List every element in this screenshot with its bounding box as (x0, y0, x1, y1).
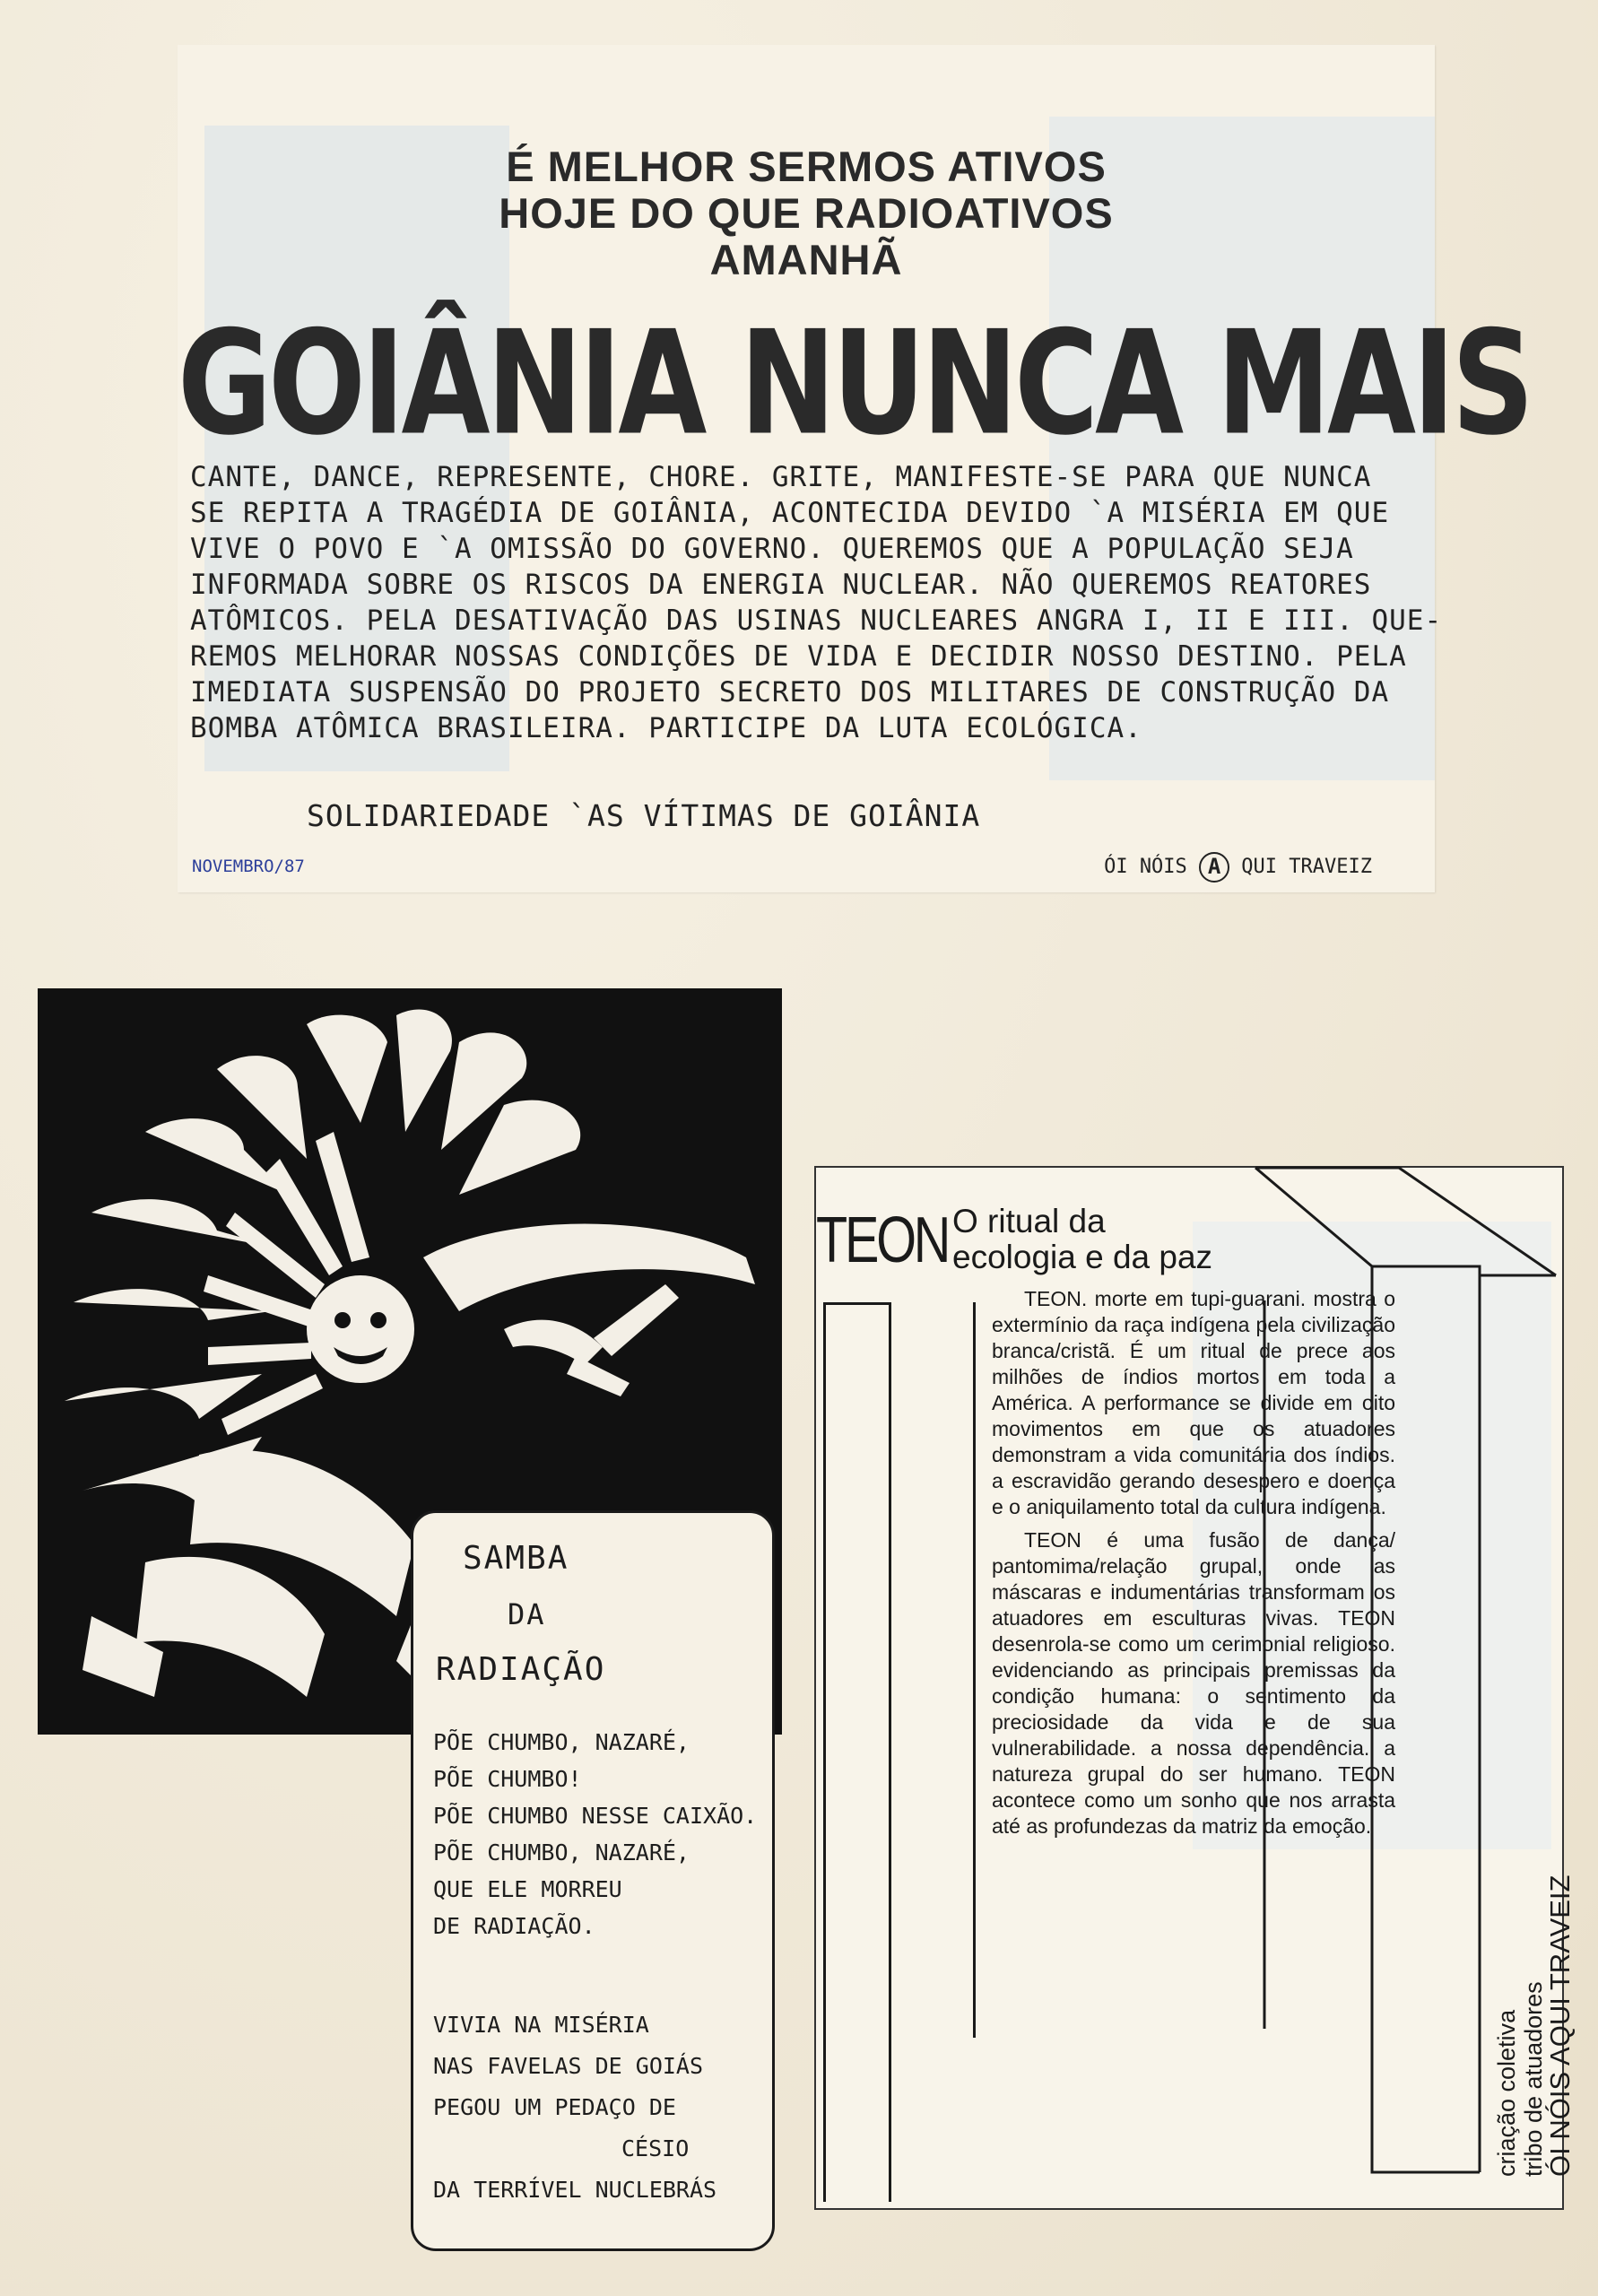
manifesto-text (190, 459, 1443, 746)
lyric-line: QUE ELE MORREU (433, 1876, 622, 1902)
lyric-line: PÕE CHUMBO, NAZARÉ, (433, 1839, 690, 1866)
headline-line: É MELHOR SERMOS ATIVOS (506, 143, 1107, 190)
headline-kicker (178, 144, 1435, 283)
lyric-line: PÕE CHUMBO, NAZARÉ, (433, 1729, 690, 1755)
teon-clipping (814, 1166, 1576, 2210)
manifesto-line: SE REPITA A TRAGÉDIA DE GOIÂNIA, ACONTECIDA DEVIDO `A MISÉRIA EM QUE (190, 497, 1390, 529)
samba-title (413, 1531, 772, 1698)
frame-line (973, 1302, 976, 2038)
teon-subtitle-line: ecologia e da paz (952, 1239, 1213, 1275)
solidarity-line: SOLIDARIEDADE `AS VÍTIMAS DE GOIÂNIA (307, 798, 981, 833)
samba-verse-1 (433, 1724, 757, 1944)
manifesto-line: INFORMADA SOBRE OS RISCOS DA ENERGIA NUCLEAR. NÃO QUEREMOS REATORES (190, 569, 1372, 601)
manifesto-line: REMOS MELHORAR NOSSAS CONDIÇÕES DE VIDA E DECIDIR NOSSO DESTINO. PELA (190, 640, 1407, 673)
samba-verse-2 (433, 2005, 716, 2211)
manifesto-clipping (178, 45, 1531, 892)
lyric-line: CÉSIO (621, 2135, 690, 2161)
teon-logo: TEON (816, 1205, 949, 1276)
handwritten-date: NOVEMBRO/87 (192, 857, 305, 876)
teon-article-body (992, 1286, 1395, 1847)
samba-lyrics-card (411, 1510, 775, 2251)
teon-paragraph: TEON é uma fusão de dança/ pantomima/relação grupal, onde as máscaras e indumentárias transformam os atuadores em esculturas vivas. TEON desenrola-se como um cerimonial religioso. evidenciando as principais premissas da condição humana: o sentimento da preciosidade da vida e de sua vulnerabilidade. a nossa dependência. a natureza grupal do ser humano. TEON acontece como um sonho que nos arrasta até as profundezas da matriz da emoção. (992, 1528, 1395, 1838)
lyric-line: VIVIA NA MISÉRIA (433, 2012, 649, 2038)
samba-title-line: SAMBA (463, 1540, 569, 1577)
lyric-line: DA TERRÍVEL NUCLEBRÁS (433, 2177, 717, 2203)
credit-line: ÓI NÓIS AQUI TRAVEIZ (1544, 1874, 1576, 2177)
lyric-line: DE RADIAÇÃO. (433, 1913, 595, 1939)
manifesto-line: IMEDIATA SUSPENSÃO DO PROJETO SECRETO DOS MILITARES DE CONSTRUÇÃO DA (190, 676, 1390, 709)
manifesto-line: VIVE O POVO E `A OMISSÃO DO GOVERNO. QUEREMOS QUE A POPULAÇÃO SEJA (190, 533, 1354, 565)
frame-line (823, 1302, 891, 2202)
lyric-line: NAS FAVELAS DE GOIÁS (433, 2053, 704, 2079)
main-headline: GOIÂNIA NUNCA MAIS (178, 300, 1531, 468)
credit-line: criação coletiva (1493, 2009, 1520, 2177)
manifesto-line: CANTE, DANCE, REPRESENTE, CHORE. GRITE, MANIFESTE-SE PARA QUE NUNCA (190, 461, 1372, 493)
lyric-line: PÕE CHUMBO! (433, 1766, 582, 1792)
manifesto-line: BOMBA ATÔMICA BRASILEIRA. PARTICIPE DA LUTA ECOLÓGICA. (190, 712, 1142, 744)
manifesto-line: ATÔMICOS. PELA DESATIVAÇÃO DAS USINAS NUCLEARES ANGRA I, II E III. QUE- (190, 604, 1443, 637)
signature-text: QUI TRAVEIZ (1241, 856, 1372, 878)
teon-subtitle (952, 1204, 1212, 1275)
lyric-line: PÕE CHUMBO NESSE CAIXÃO. (433, 1803, 758, 1829)
headline-line: AMANHÃ (709, 236, 903, 283)
teon-paragraph: TEON. morte em tupi-guarani. mostra o extermínio da raça indígena pela civilização branca/cristã. É um ritual de prece aos milhões de índios mortos em toda a América. A performance se divide em oito movimentos em que os atuadores demonstram a vida comunitária dos índios. a escravidão gerando desespero e doença e o aniquilamento total da cultura indígena. (992, 1287, 1395, 1518)
anarchy-icon: A (1199, 852, 1229, 883)
signature-text: ÓI NÓIS (1104, 856, 1187, 878)
teon-credits (1493, 1875, 1574, 2177)
samba-title-line: DA (508, 1597, 546, 1631)
headline-line: HOJE DO QUE RADIOATIVOS (499, 189, 1114, 237)
teon-subtitle-line: O ritual da (952, 1203, 1106, 1239)
lyric-line: PEGOU UM PEDAÇO DE (433, 2094, 676, 2120)
group-signature (1104, 852, 1372, 883)
samba-title-line: RADIAÇÃO (436, 1651, 606, 1688)
credit-line: tribo de atuadores (1520, 1981, 1547, 2177)
